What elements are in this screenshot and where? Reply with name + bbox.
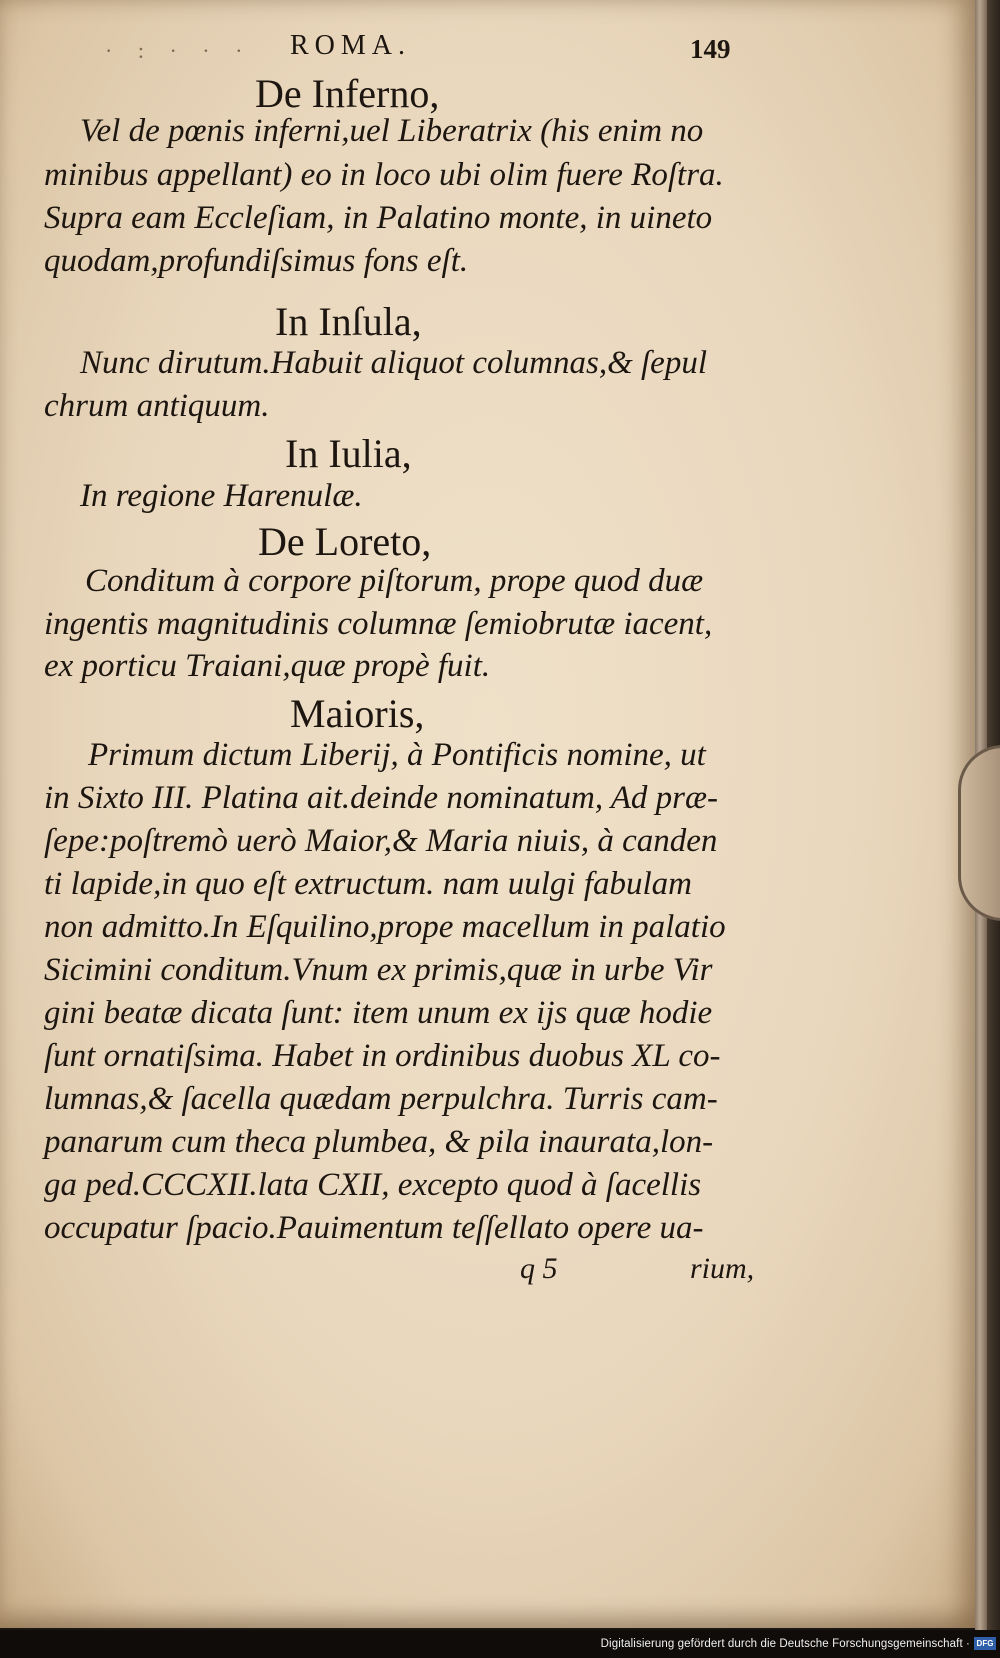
section-heading: In Iulia, bbox=[285, 431, 412, 476]
text-line: ſepe:poſtremò uerò Maior,& Maria niuis, à canden bbox=[44, 823, 718, 859]
text-line: In regione Harenulæ. bbox=[80, 478, 363, 514]
text-line: occupatur ſpacio.Pauimentum teſſellato opere ua- bbox=[44, 1210, 704, 1246]
section-heading: In Inſula, bbox=[275, 299, 422, 344]
text-line: Sicimini conditum.Vnum ex primis,quæ in urbe Vir bbox=[44, 952, 713, 988]
text-line: quodam,profundiſsimus fons eſt. bbox=[44, 243, 469, 279]
section-heading: De Loreto, bbox=[258, 519, 432, 564]
text-line: panarum cum theca plumbea, & pila inaurata,lon- bbox=[44, 1124, 714, 1160]
clasp-shape bbox=[958, 745, 1000, 921]
text-line: ga ped.CCCXII.lata CXII, excepto quod à ſacellis bbox=[44, 1167, 702, 1203]
footer-credit: Digitalisierung gefördert durch die Deutsche Forschungsgemeinschaft · bbox=[600, 1638, 970, 1650]
signature-mark: q 5 bbox=[520, 1252, 558, 1285]
section-heading: Maioris, bbox=[290, 691, 425, 736]
text-line: Supra eam Eccleſiam, in Palatino monte, in uineto bbox=[44, 200, 713, 236]
faded-marks: · : · · · bbox=[105, 38, 253, 63]
text-line: minibus appellant) eo in loco ubi olim fuere Roſtra. bbox=[44, 157, 724, 193]
text-line: chrum antiquum. bbox=[44, 388, 270, 424]
text-line: gini beatæ dicata ſunt: item unum ex ijs quæ hodie bbox=[44, 995, 713, 1031]
section-heading: De Inferno, bbox=[255, 71, 440, 116]
text-line: ti lapide,in quo eſt extructum. nam uulgi fabulam bbox=[44, 866, 693, 902]
text-line: non admitto.In Eſquilino,prope macellum in palatio bbox=[44, 909, 726, 945]
text-line: Nunc dirutum.Habuit aliquot columnas,& ſepul bbox=[80, 345, 707, 381]
text-line: Vel de pœnis inferni,uel Liberatrix (his enim no bbox=[80, 113, 704, 149]
text-line: in Sixto III. Platina ait.deinde nominatum, Ad præ- bbox=[44, 780, 718, 816]
page-number: 149 bbox=[690, 34, 731, 64]
dfg-logo-icon: DFG bbox=[974, 1637, 996, 1650]
catchword: rium, bbox=[690, 1252, 755, 1285]
footer-bar bbox=[0, 1630, 1000, 1658]
running-head: ROMA. bbox=[290, 30, 412, 61]
text-line: Primum dictum Liberij, à Pontificis nomine, ut bbox=[88, 737, 706, 773]
text-line: lumnas,& ſacella quædam perpulchra. Turris cam- bbox=[44, 1081, 718, 1117]
text-line: Conditum à corpore piſtorum, prope quod duæ bbox=[85, 563, 704, 599]
text-line: ſunt ornatiſsima. Habet in ordinibus duobus XL co- bbox=[44, 1038, 721, 1074]
text-line: ingentis magnitudinis columnæ ſemiobrutæ iacent, bbox=[44, 606, 713, 642]
text-line: ex porticu Traiani,quæ propè fuit. bbox=[44, 648, 491, 684]
